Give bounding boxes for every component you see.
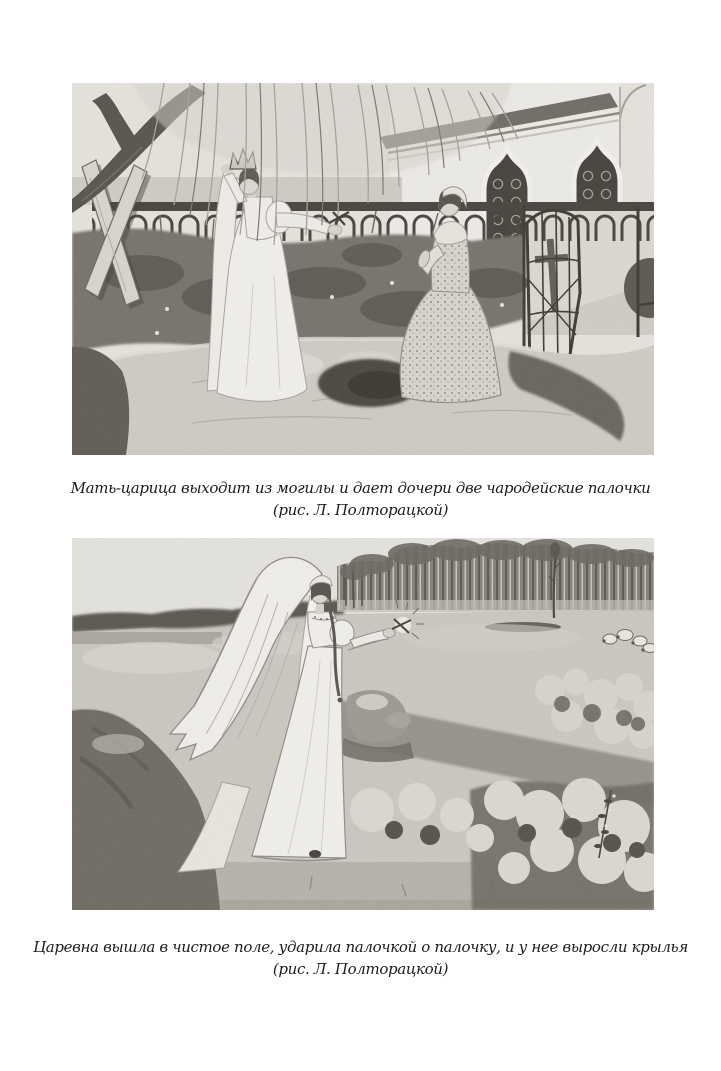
caption-credit: (рис. Л. Полторацкой) xyxy=(272,501,449,519)
caption-text: Мать-царица выходит из могилы и дает дочери две чародейские палочки xyxy=(70,479,651,497)
illustration-grave-scene xyxy=(72,83,654,455)
halftone-grain-light xyxy=(72,83,654,455)
grave-scene-art xyxy=(72,83,654,455)
halftone-grain-light xyxy=(72,538,654,910)
figure-1-caption xyxy=(0,477,721,521)
caption-text: Царевна вышла в чистое поле, ударила палочкой о палочку, и у нее выросли крылья xyxy=(33,938,688,956)
field-scene-art xyxy=(72,538,654,910)
figure-2-caption xyxy=(0,936,721,980)
caption-credit: (рис. Л. Полторацкой) xyxy=(272,960,449,978)
illustration-field-scene xyxy=(72,538,654,910)
